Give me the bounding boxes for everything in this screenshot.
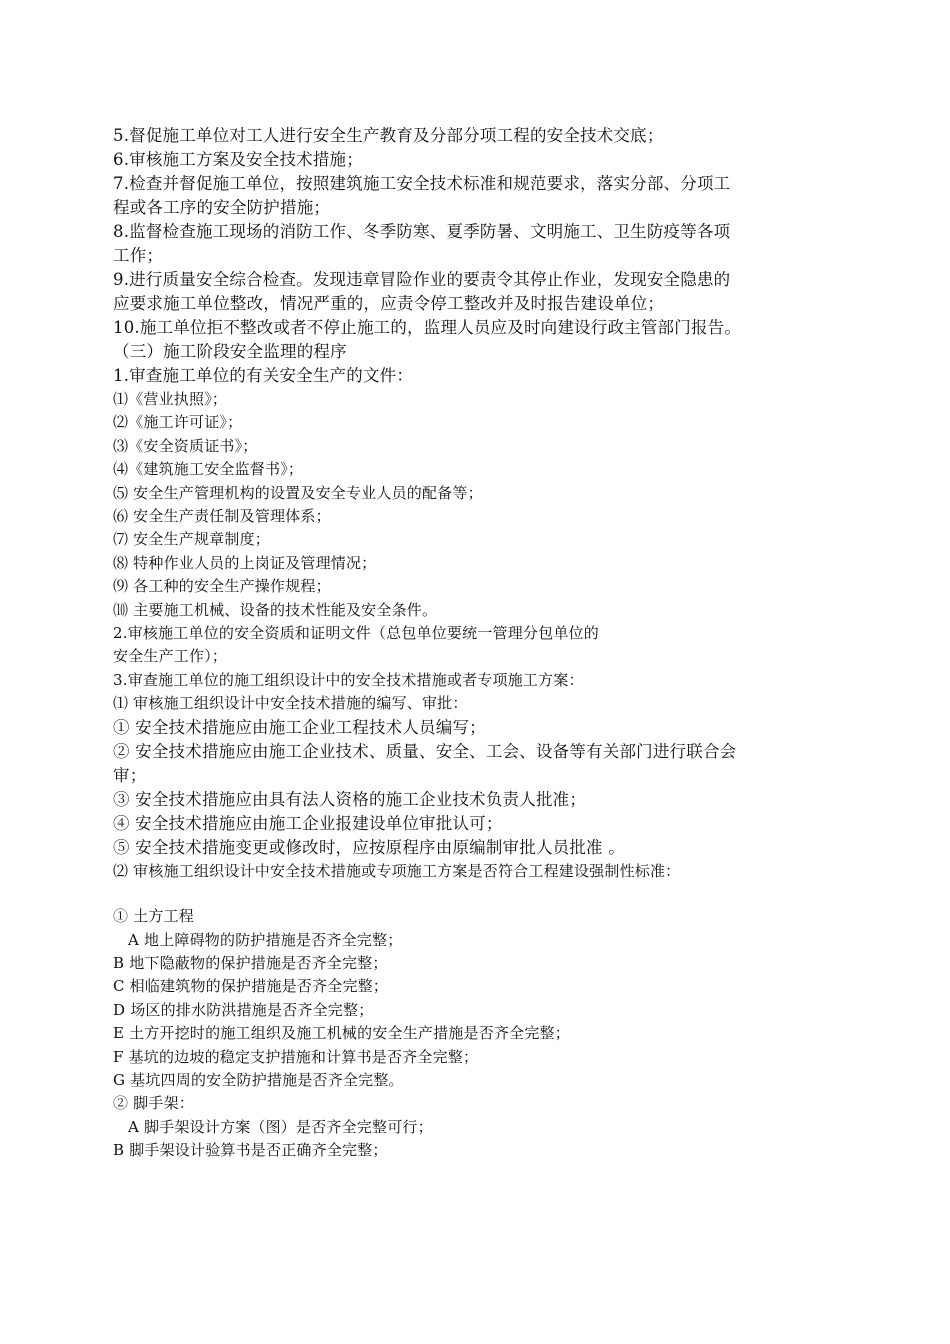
list-item: ⑴《营业执照》； [113,390,228,408]
text-line: 3.审查施工单位的施工组织设计中的安全技术措施或者专项施工方案： [113,670,584,689]
list-item: ⑤ 安全技术措施变更或修改时，应按原程序由原编制审批人员批准 。 [113,837,625,857]
text-line: 程或各工序的安全防护措施； [113,198,331,217]
text-line: 10.施工单位拒不整改或者不停止施工的，监理人员应及时向建设行政主管部门报告。 [113,318,742,337]
list-item: ⑵ 审核施工组织设计中安全技术措施或专项施工方案是否符合工程建设强制性标准： [113,861,681,880]
text-line: 8.监督检查施工现场的消防工作、冬季防寒、夏季防暑、文明施工、卫生防疫等各项 [113,222,731,241]
list-item: B 地下隐蔽物的保护措施是否齐全完整； [113,953,388,972]
text-line: 2.审核施工单位的安全资质和证明文件（总包单位要统一管理分包单位的 [113,624,599,643]
list-item: ② 脚手架： [113,1094,194,1113]
text-line: 7.检查并督促施工单位，按照建筑施工安全技术标准和规范要求，落实分部、分项工 [113,174,731,193]
list-item: ② 安全技术措施应由施工企业技术、质量、安全、工会、设备等有关部门进行联合会 [113,741,737,761]
list-item: ⑵《施工许可证》； [113,413,243,432]
list-item: A 地上障碍物的防护措施是否齐全完整； [128,930,403,949]
list-item: ⑴ 审核施工组织设计中安全技术措施的编写、审批： [113,694,468,713]
list-item: ⑹ 安全生产责任制及管理体系； [113,507,331,526]
list-item: ⑼ 各工种的安全生产操作规程； [113,577,331,596]
list-item: ⑸ 安全生产管理机构的设置及安全专业人员的配备等； [113,483,483,502]
text-line: 安全生产工作）； [113,647,228,666]
list-item: G 基坑四周的安全防护措施是否齐全完整。 [113,1070,404,1089]
list-item: 审； [113,765,147,785]
section-heading: （三）施工阶段安全监理的程序 [113,342,347,361]
list-item: E 土方开挖时的施工组织及施工机械的安全生产措施是否齐全完整； [113,1024,570,1043]
list-item: ① 土方工程 [113,907,194,926]
list-item: ⑶《安全资质证书》； [113,436,258,455]
list-item: ⑽ 主要施工机械、设备的技术性能及安全条件。 [113,600,438,619]
list-item: ⑷《建筑施工安全监督书》； [113,460,304,479]
list-item: ④ 安全技术措施应由施工企业报建设单位审批认可； [113,813,503,833]
list-item: A 脚手架设计方案（图）是否齐全完整可行； [128,1117,433,1136]
text-line: 1.审查施工单位的有关安全生产的文件： [113,366,414,385]
blank-line [113,883,843,905]
list-item: ③ 安全技术措施应由具有法人资格的施工企业技术负责人批准； [113,789,587,809]
list-item: ⑻ 特种作业人员的上岗证及管理情况； [113,553,377,572]
list-item: D 场区的排水防洪措施是否齐全完整； [113,1000,374,1019]
list-item: ⑺ 安全生产规章制度； [113,530,270,549]
list-item: ① 安全技术措施应由施工企业工程技术人员编写； [113,717,486,737]
text-line: 6.审核施工方案及安全技术措施； [113,150,363,169]
text-line: 5.督促施工单位对工人进行安全生产教育及分部分项工程的安全技术交底； [113,126,664,145]
text-line: 9.进行质量安全综合检查。发现违章冒险作业的要责令其停止作业，发现安全隐患的 [113,270,731,289]
list-item: F 基坑的边坡的稳定支护措施和计算书是否齐全完整； [113,1047,479,1066]
document-body [113,124,843,1163]
text-line: 应要求施工单位整改，情况严重的，应责令停工整改并及时报告建设单位； [113,294,665,313]
list-item: C 相临建筑物的保护措施是否齐全完整； [113,977,389,996]
text-line: 工作； [113,246,164,265]
list-item: B 脚手架设计验算书是否正确齐全完整； [113,1141,388,1160]
